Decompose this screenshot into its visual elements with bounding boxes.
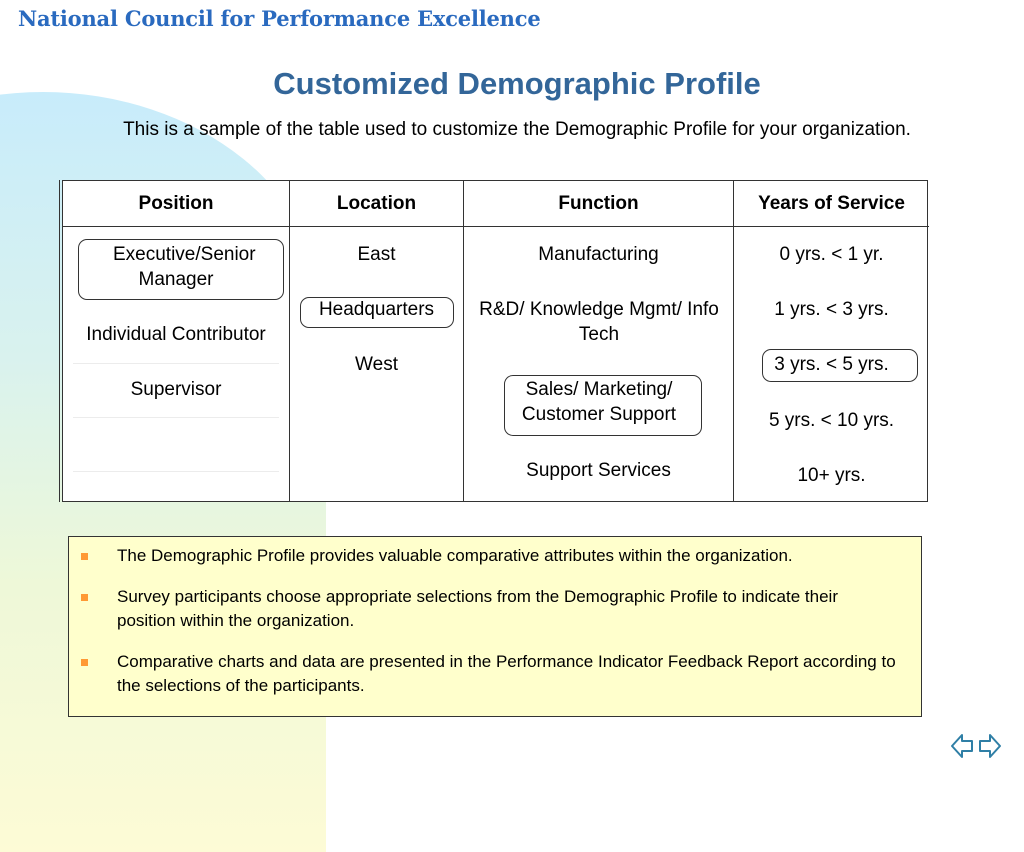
- position-option[interactable]: Executive/Senior Manager: [113, 244, 256, 290]
- row-guide: [73, 417, 279, 418]
- years-option[interactable]: 5 yrs. < 10 yrs.: [768, 410, 895, 431]
- slide-title: Customized Demographic Profile: [273, 66, 761, 101]
- years-option[interactable]: 1 yrs. < 3 yrs.: [774, 299, 889, 320]
- organization-name: National Council for Performance Excellence: [18, 6, 541, 31]
- column-header-position: Position: [63, 181, 289, 227]
- slide-subtitle: This is a sample of the table used to customize the Demographic Profile for your organization.: [123, 119, 911, 140]
- years-option[interactable]: 0 yrs. < 1 yr.: [779, 244, 884, 265]
- demographic-profile-table: [62, 180, 928, 502]
- row-guide: [73, 363, 279, 364]
- note-text: The Demographic Profile provides valuable comparative attributes within the organization.: [117, 546, 793, 565]
- location-option[interactable]: Headquarters: [318, 299, 435, 320]
- function-option[interactable]: Support Services: [526, 460, 671, 481]
- slide-navigation: [950, 730, 1002, 766]
- note-text: Survey participants choose appropriate selections from the Demographic Profile to indicate their position within the organization.: [117, 587, 838, 630]
- years-option[interactable]: 3 yrs. < 5 yrs.: [774, 354, 889, 375]
- function-option[interactable]: Manufacturing: [538, 244, 659, 265]
- function-option[interactable]: R&D/ Knowledge Mgmt/ Info Tech: [479, 299, 719, 345]
- arrow-right-icon[interactable]: [980, 735, 1000, 757]
- column-position: [63, 181, 289, 501]
- row-guide: [73, 471, 279, 472]
- square-bullet-icon: [81, 594, 88, 601]
- location-option[interactable]: West: [355, 354, 398, 375]
- column-header-function: Function: [464, 181, 733, 227]
- position-option[interactable]: Individual Contributor: [86, 324, 266, 345]
- column-function: [463, 181, 733, 501]
- note-item: [69, 585, 921, 633]
- years-option[interactable]: 10+ yrs.: [797, 465, 866, 486]
- column-location: [289, 181, 463, 501]
- note-item: [69, 650, 921, 698]
- location-option[interactable]: East: [357, 244, 396, 265]
- column-header-location: Location: [290, 181, 463, 227]
- arrow-left-icon[interactable]: [952, 735, 972, 757]
- note-text: Comparative charts and data are presented in the Performance Indicator Feedback Report according to the selections of the participants.: [117, 652, 896, 695]
- square-bullet-icon: [81, 553, 88, 560]
- navigation-arrows-graphic: [950, 730, 1002, 766]
- note-item: [69, 544, 921, 568]
- function-option[interactable]: Sales/ Marketing/ Customer Support: [521, 379, 677, 425]
- notes-panel: [68, 536, 922, 717]
- position-option[interactable]: Supervisor: [130, 379, 222, 400]
- square-bullet-icon: [81, 659, 88, 666]
- column-years-of-service: [733, 181, 929, 501]
- column-header-years-of-service: Years of Service: [734, 181, 929, 227]
